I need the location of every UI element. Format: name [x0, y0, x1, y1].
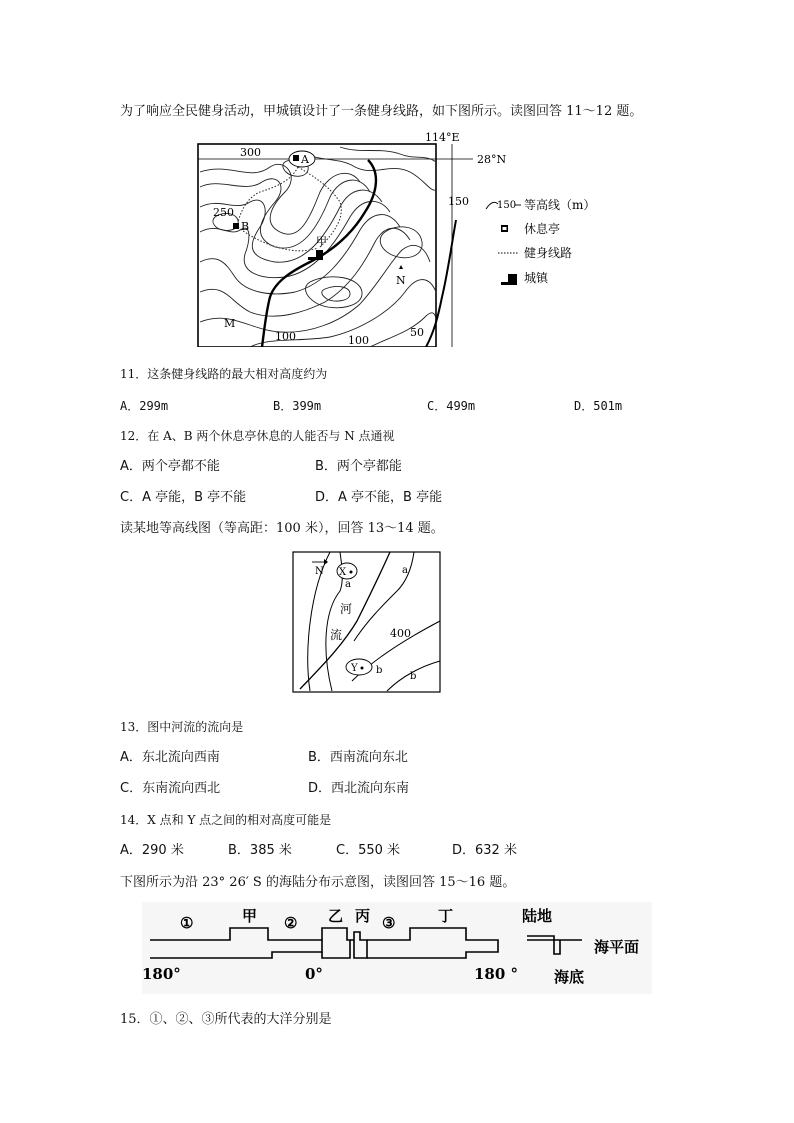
contour-a-label-2: a [402, 565, 408, 576]
contour-100b-label: 100 [348, 334, 369, 347]
contour-a-label-1: a [345, 579, 351, 590]
legend-sea-floor-label: 海底 [554, 968, 585, 986]
q13-option-d[interactable]: D．西北流向东南 [308, 781, 410, 796]
legend-pavilion-icon [501, 225, 508, 232]
lon-left-label: 180° [142, 965, 181, 983]
contour-300-label: 300 [240, 146, 261, 159]
town-jia-label: 甲 [316, 235, 327, 248]
land-yi-label: 乙 [328, 907, 344, 925]
contour-b-label-1: b [376, 665, 383, 676]
contour-map-1 [190, 132, 670, 347]
q13-option-b[interactable]: B．西南流向东北 [308, 750, 408, 765]
intro-2: 读某地等高线图（等高距：100 米），回答 13～14 题。 [120, 521, 444, 536]
legend-town-text: 城镇 [524, 271, 549, 285]
point-m-label: M [224, 317, 236, 330]
q11-option-d[interactable]: D．501m [574, 399, 623, 413]
q15-stem: 15．①、②、③所代表的大洋分别是 [120, 1012, 332, 1027]
sea-land-profile [142, 902, 652, 994]
intro-3: 下图所示为沿 23° 26′ S 的海陆分布示意图，读图回答 15～16 题。 [120, 875, 516, 890]
contour-150-label: 150 [448, 195, 469, 208]
lon-right-label: 180 ° [474, 965, 519, 983]
q12-stem: 12．在 A、B 两个休息亭休息的人能否与 N 点通视 [120, 429, 395, 443]
legend-pavilion-text: 休息亭 [524, 222, 561, 236]
legend-sea-level-label: 海平面 [594, 938, 640, 956]
q11-option-b[interactable]: B．399m [273, 399, 322, 413]
point-a-label: A [301, 153, 309, 166]
contour-400-label: 400 [390, 627, 411, 640]
q13-option-c[interactable]: C．东南流向西北 [120, 781, 221, 796]
point-n-label: N [396, 274, 406, 287]
legend-contour-text: 等高线（m） [524, 198, 596, 212]
q11-option-a[interactable]: A．299m [120, 399, 169, 413]
q14-option-b[interactable]: B．385 米 [228, 843, 292, 858]
point-x-label: X [339, 567, 347, 578]
river-label-1: 河 [340, 602, 353, 616]
ocean-1-label: ① [180, 914, 194, 932]
q11-stem: 11．这条健身线路的最大相对高度约为 [120, 367, 328, 381]
legend-town-icon [501, 274, 517, 285]
q12-option-c[interactable]: C．A 亭能，B 亭不能 [120, 490, 247, 505]
lon-label: 114°E [425, 132, 460, 144]
contour-100a-label: 100 [275, 330, 296, 343]
lon-mid-label: 0° [305, 965, 323, 983]
point-y-label: Y [351, 663, 358, 674]
ocean-3-label: ③ [382, 914, 396, 932]
ocean-2-label: ② [284, 914, 298, 932]
q14-option-d[interactable]: D．632 米 [452, 843, 517, 858]
legend-contour-value: 150 [497, 200, 517, 211]
land-ding-label: 丁 [438, 907, 454, 925]
point-b-label: B [241, 220, 250, 233]
contour-50-label: 50 [410, 326, 424, 339]
q13-option-a[interactable]: A．东北流向西南 [120, 750, 220, 765]
intro-1: 为了响应全民健身活动，甲城镇设计了一条健身线路，如下图所示。读图回答 11～12 题。 [120, 104, 643, 119]
q11-option-c[interactable]: C．499m [427, 399, 476, 413]
contour-map-2 [292, 551, 442, 693]
q12-option-d[interactable]: D．A 亭不能，B 亭能 [315, 490, 443, 505]
contour-250-label: 250 [213, 206, 234, 219]
q14-option-a[interactable]: A．290 米 [120, 843, 184, 858]
q14-stem: 14．X 点和 Y 点之间的相对高度可能是 [120, 813, 332, 827]
north-label: N [315, 566, 324, 577]
q12-option-a[interactable]: A．两个亭都不能 [120, 459, 220, 474]
legend-land-label: 陆地 [522, 907, 553, 925]
contour-b-label-2: b [410, 671, 417, 682]
lat-label: 28°N [477, 153, 507, 166]
q13-stem: 13．图中河流的流向是 [120, 720, 244, 734]
river-label-2: 流 [330, 628, 343, 642]
q12-option-b[interactable]: B．两个亭都能 [315, 459, 402, 474]
legend-route-text: 健身线路 [524, 246, 573, 260]
land-jia-label: 甲 [242, 907, 258, 925]
q14-option-c[interactable]: C．550 米 [336, 843, 401, 858]
land-bing-label: 丙 [355, 907, 371, 925]
